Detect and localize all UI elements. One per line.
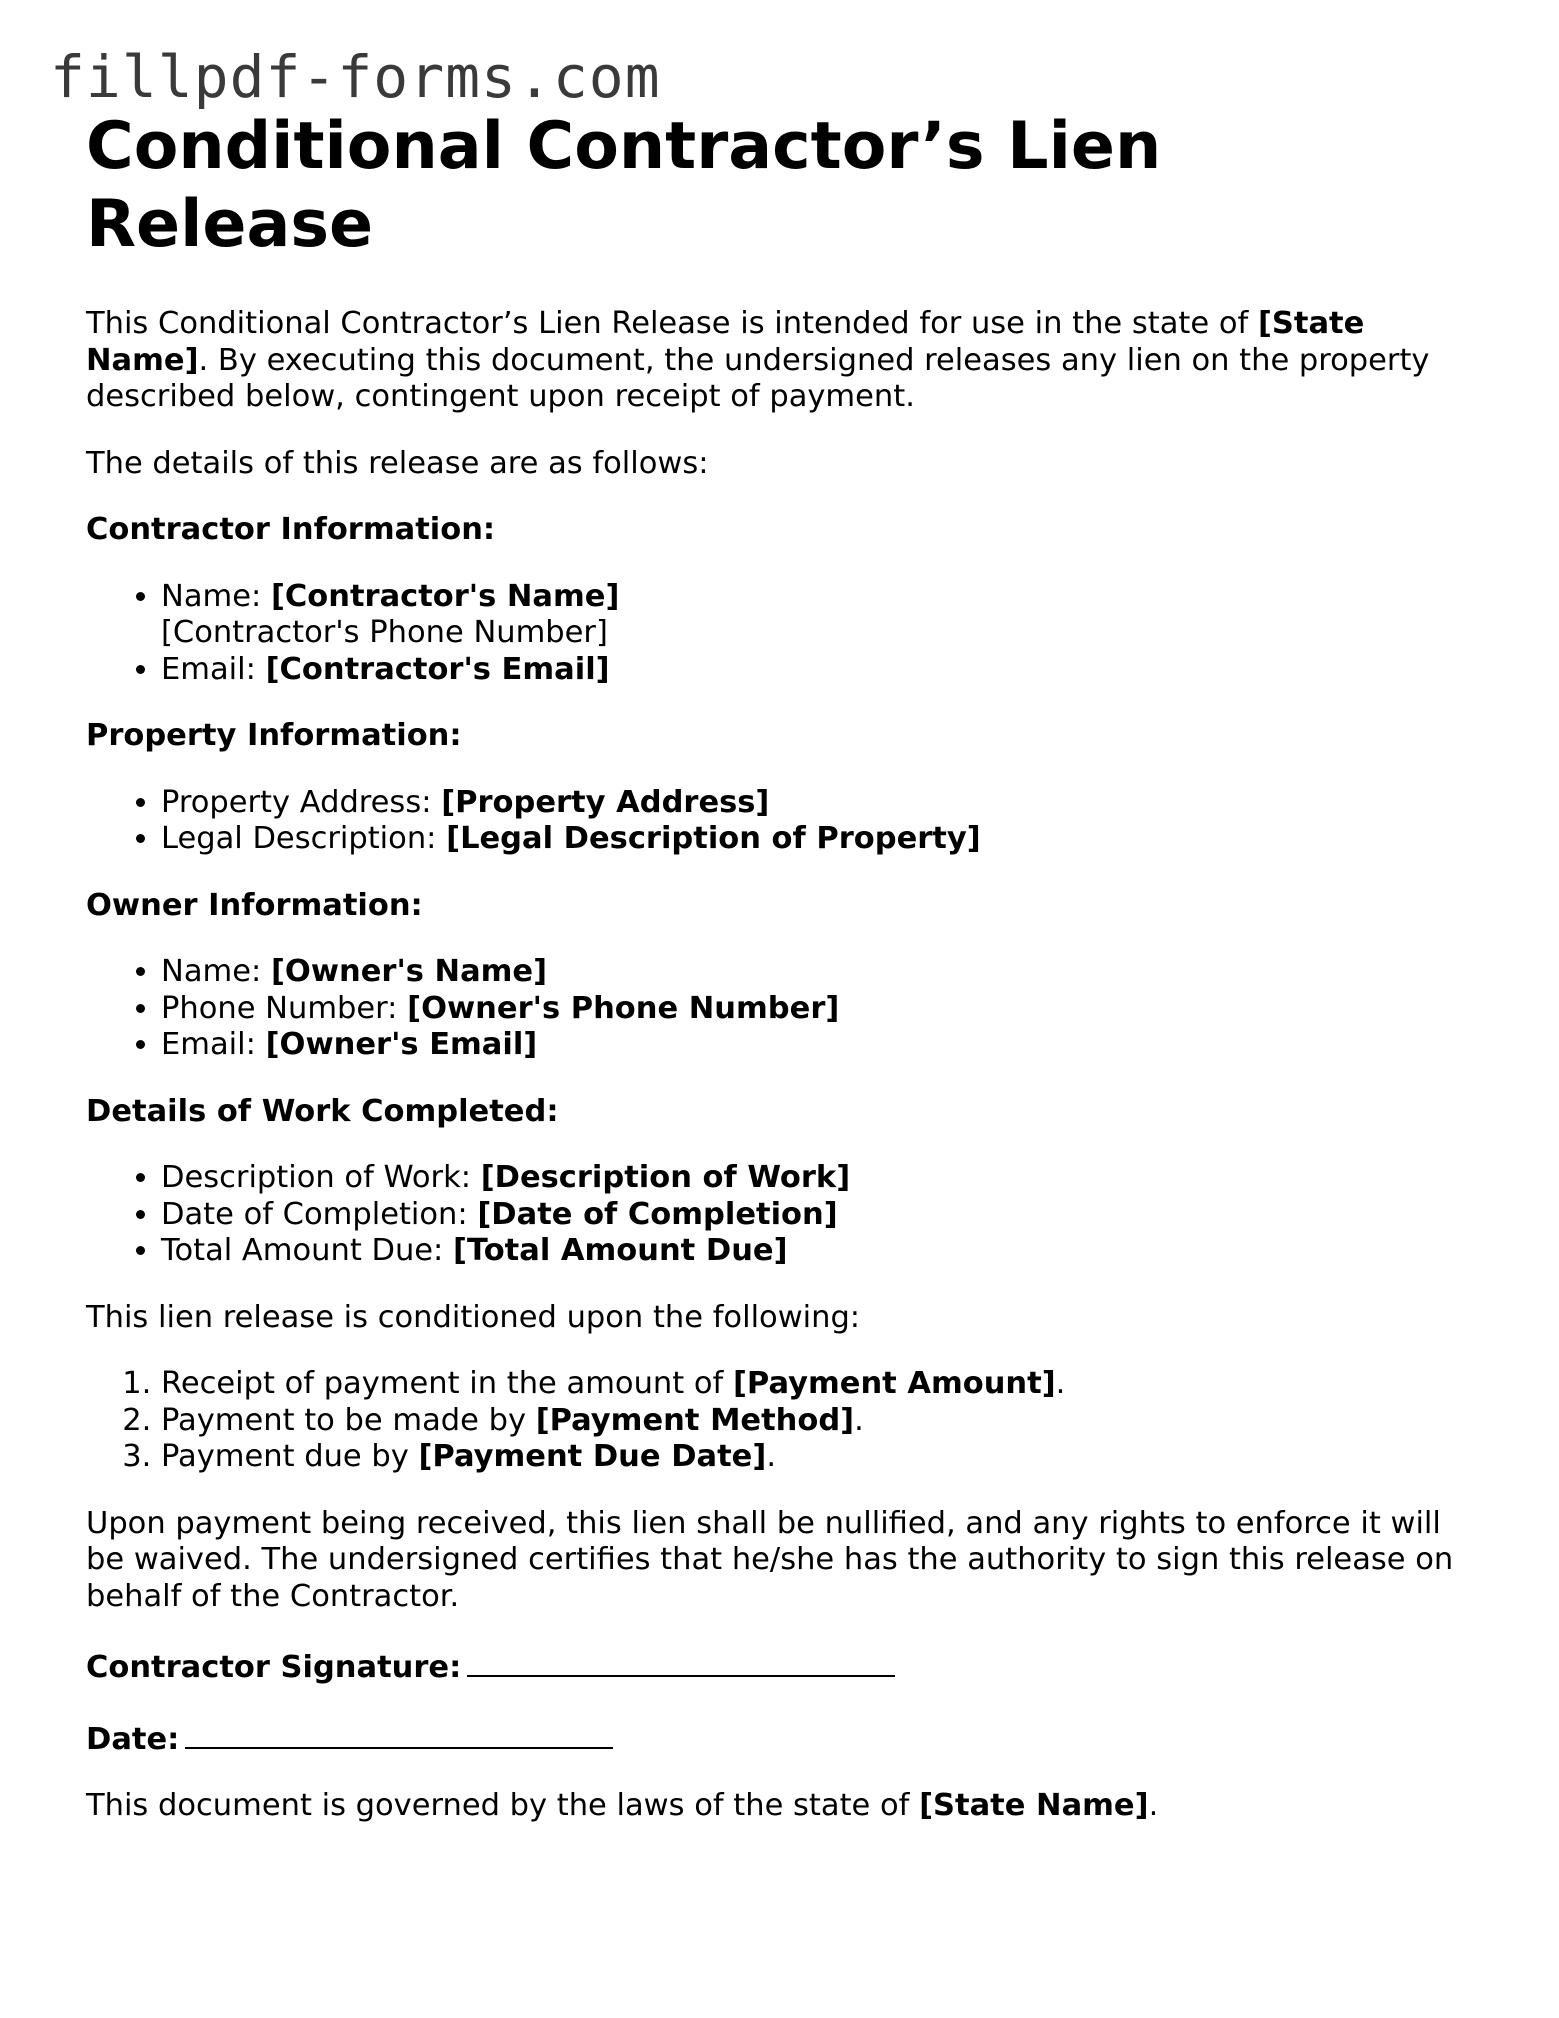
owner-email-value: [Owner's Email] [265,1027,538,1062]
contractor-list [86,579,1466,689]
list-item [161,579,1466,652]
signature-line[interactable] [467,1645,895,1677]
contractor-heading: Contractor Information: [86,512,496,547]
work-desc-label: Description of Work: [161,1160,481,1195]
list-item [161,1439,1466,1476]
property-address-value: [Property Address] [441,784,770,820]
date-row [86,1717,1466,1759]
intro-state-placeholder: [State Name] [86,306,1365,378]
work-amount-value: [Total Amount Due] [453,1233,788,1268]
contractor-email-value: [Contractor's Email] [265,651,610,687]
list-item [161,1160,1466,1197]
condition-suffix: . [854,1402,864,1438]
governing-text-before: This document is governed by the laws of the state of [86,1788,920,1823]
work-date-label: Date of Completion: [161,1196,478,1232]
list-item [161,1197,1466,1234]
list-item [161,1233,1466,1270]
owner-email-label: Email: [161,1027,266,1062]
property-legal-value: [Legal Description of Property] [446,821,981,856]
condition-text: Payment to be made by [161,1402,536,1438]
intro-paragraph [86,306,1466,416]
details-intro: The details of this release are as follows: [86,445,709,481]
contractor-name-label: Name: [161,578,271,614]
document-body [86,108,1466,1855]
date-label: Date: [86,1721,180,1757]
contractor-email-label: Email: [161,651,266,687]
watermark: fillpdf-forms.com [50,43,661,111]
list-item [161,1027,1466,1064]
list-item [161,954,1466,991]
intro-text-after: . By executing this document, the undersigned releases any lien on the property described below, contingent upon receipt of payment. [86,342,1430,414]
list-item [161,1403,1466,1440]
governing-text-after: . [1148,1788,1159,1823]
list-item [161,785,1466,822]
work-desc-value: [Description of Work] [480,1160,851,1195]
list-item [161,1366,1466,1403]
property-address-label: Property Address: [161,784,442,820]
signature-row [86,1645,1466,1687]
signature-label: Contractor Signature: [86,1650,462,1685]
work-date-value: [Date of Completion] [477,1196,838,1232]
list-item [161,821,1466,858]
condition-suffix: . [766,1439,777,1474]
condition-value: [Payment Due Date] [418,1439,767,1474]
condition-text: Receipt of payment in the amount of [161,1366,733,1401]
work-amount-label: Total Amount Due: [161,1233,454,1268]
owner-heading: Owner Information: [86,887,423,923]
contractor-phone-value: [Contractor's Phone Number] [161,615,608,650]
property-legal-label: Legal Description: [161,821,447,856]
document-title: Conditional Contractor’s Lien Release [86,109,1162,262]
owner-phone-label: Phone Number: [161,990,408,1026]
list-item [161,652,1466,689]
condition-text: Payment due by [161,1439,419,1474]
owner-name-value: [Owner's Name] [270,954,548,989]
owner-name-label: Name: [161,954,271,989]
condition-value: [Payment Method] [535,1402,855,1438]
list-item [161,991,1466,1028]
closing-paragraph: Upon payment being received, this lien shall be nullified, and any rights to enforce it will be waived. The undersigned certifies that he/she has the authority to sign this release on behalf of the Contractor. [86,1505,1454,1614]
owner-list [86,954,1466,1064]
work-heading: Details of Work Completed: [86,1093,559,1129]
date-line[interactable] [185,1717,613,1749]
owner-phone-value: [Owner's Phone Number] [407,990,840,1026]
contractor-name-value: [Contractor's Name] [270,578,620,614]
intro-text-before: This Conditional Contractor’s Lien Release is intended for use in the state of [86,306,1258,341]
governing-paragraph [86,1788,1466,1825]
governing-state-placeholder: [State Name] [919,1788,1149,1823]
condition-value: [Payment Amount] [732,1366,1056,1401]
condition-suffix: . [1055,1366,1066,1401]
property-heading: Property Information: [86,718,462,753]
work-list [86,1160,1466,1270]
conditions-list [86,1366,1466,1476]
property-list [86,785,1466,858]
conditions-intro: This lien release is conditioned upon the following: [86,1299,861,1335]
